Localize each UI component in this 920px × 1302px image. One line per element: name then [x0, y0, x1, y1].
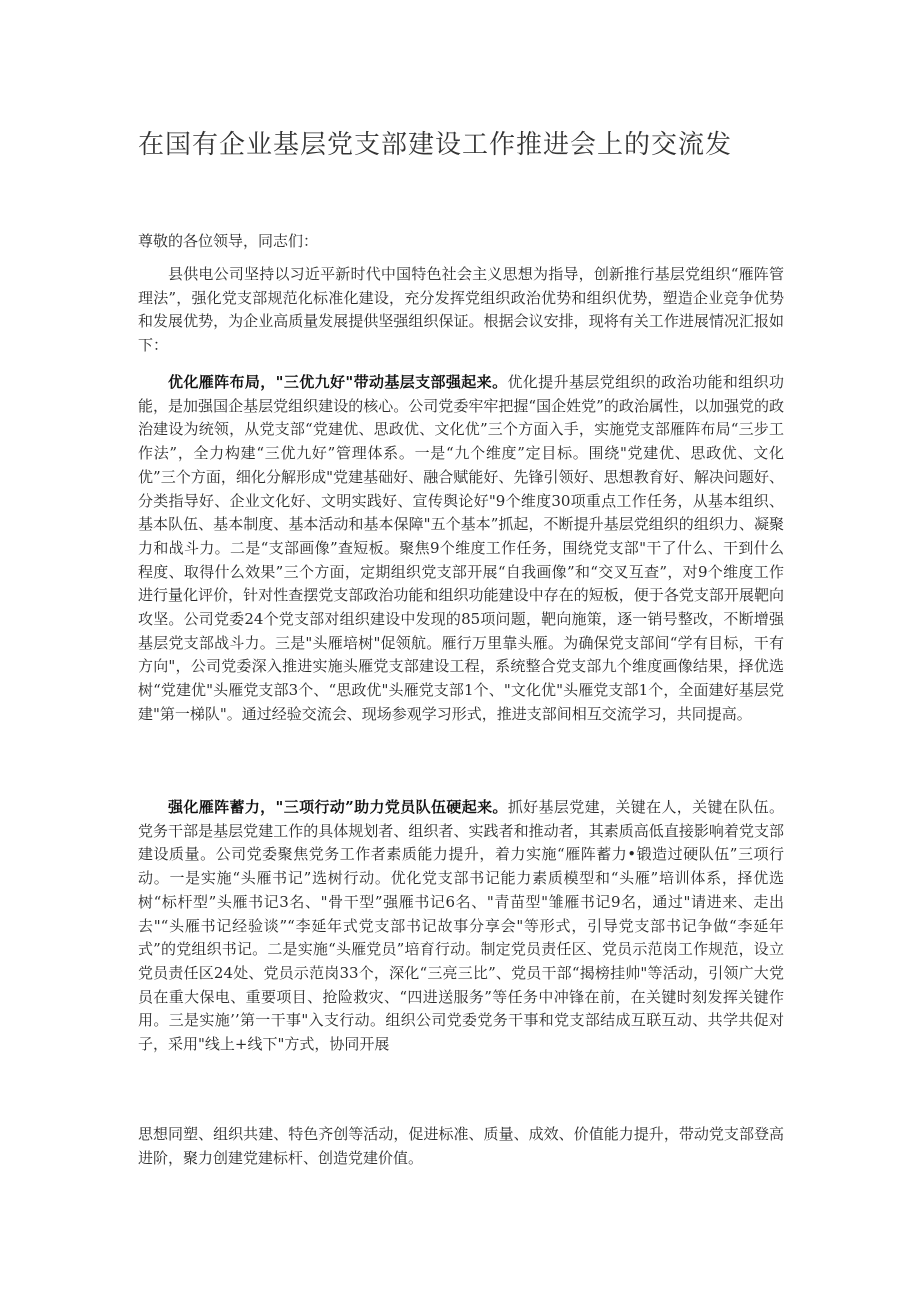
paragraph-text: 思想同塑、组织共建、特色齐创等活动，促进标准、质量、成效、价值能力提升，带动党支部登高进阶，聚力创建党建标杆、创造党建价值。 — [138, 1125, 784, 1167]
document-title: 在国有企业基层党支部建设工作推进会上的交流发 — [138, 130, 733, 160]
paragraph-text: 抓好基层党建，关键在人，关键在队伍。党务干部是基层党建工作的具体规划者、组织者、实践者和推动者，其素质高低直接影响着党支部建设质量。公司党委聚焦党务工作者素质能力提升，着力实施“雁阵蓄力•锻造过硬队伍”三项行动。一是实施“头雁书记”选树行动。优化党支部书记能力素质模型和“头雁”培训体系，择优选树“标杆型”头雁书记3名、"骨干型”强雁书记6名、"青苗型"雏雁书记9名，通过"请进来、走出去"“头雁书记经验谈”“李延年式党支部书记故事分享会"等形式，引导党支部书记争做“李延年式”的党组织书记。二是实施“头雁党员”培育行动。制定党员责任区、党员示范岗工作规范，设立党员责任区24处、党员示范岗33个，深化“三亮三比”、党员干部“揭榜挂帅"等活动，引领广大党员在重大保电、重要项目、抢险救灾、“四进送服务”等任务中冲锋在前，在关键时刻发挥关键作用。三是实施’’第一干事"入支行动。组织公司党委党务干事和党支部结成互联互动、共学共促对子，采用"线上+线下"方式，协同开展 — [138, 798, 784, 1054]
paragraph-section-2 — [138, 796, 784, 1057]
paragraph-intro — [138, 263, 784, 358]
section-heading: 优化雁阵布局，"三优九好"带动基层支部强起来。 — [168, 373, 508, 391]
paragraph-text: 优化提升基层党组织的政治功能和组织功能，是加强国企基层党组织建设的核心。公司党委牢牢把握“国企姓党”的政治属性，以加强党的政治建设为统领，从党支部“党建优、思政优、文化优”三个方面入手，实施党支部雁阵布局“三步工作法”，全力构建“三优九好”管理体系。一是“九个维度”定目标。围绕"党建优、思政优、文化优”三个方面，细化分解形成"党建基础好、融合赋能好、先锋引领好、思想教育好、解决问题好、分类指导好、企业文化好、文明实践好、宣传舆论好"9个维度30项重点工作任务，从基本组织、基本队伍、基本制度、基本活动和基本保障"五个基本”抓起，不断提升基层党组织的组织力、凝聚力和战斗力。二是“支部画像”查短板。聚焦9个维度工作任务，围绕党支部"干了什么、干到什么程度、取得什么效果”三个方面，定期组织党支部开展“自我画像”和“交叉互查”，对9个维度工作进行量化评价，针对性查摆党支部政治功能和组织功能建设中存在的短板，便于各党支部开展靶向攻坚。公司党委24个党支部对组织建设中发现的85项问题，靶向施策，逐一销号整改，不断增强基层党支部战斗力。三是"头雁培树"促领航。雁行万里靠头雁。为确保党支部间“学有目标，干有方向"，公司党委深入推进实施头雁党支部建设工程，系统整合党支部九个维度画像结果，择优选树“党建优"头雁党支部3个、“思政优"头雁党支部1个、"文化优"头雁党支部1个，全面建好基层党建"第一梯队"。通过经验交流会、现场参观学习形式，推进支部间相互交流学习，共同提高。 — [138, 373, 784, 723]
paragraph-text: 县供电公司坚持以习近平新时代中国特色社会主义思想为指导，创新推行基层党组织“雁阵管理法”，强化党支部规范化标准化建设，充分发挥党组织政治优势和组织优势，塑造企业竞争优势和发展优势，为企业高质量发展提供坚强组织保证。根据会议安排，现将有关工作进展情况汇报如下： — [138, 265, 784, 355]
salutation: 尊敬的各位领导，同志们： — [138, 232, 319, 250]
section-heading: 强化雁阵蓄力，"三项行动”助力党员队伍硬起来。 — [168, 798, 508, 816]
paragraph-continuation — [138, 1123, 784, 1170]
paragraph-section-1 — [138, 371, 784, 727]
